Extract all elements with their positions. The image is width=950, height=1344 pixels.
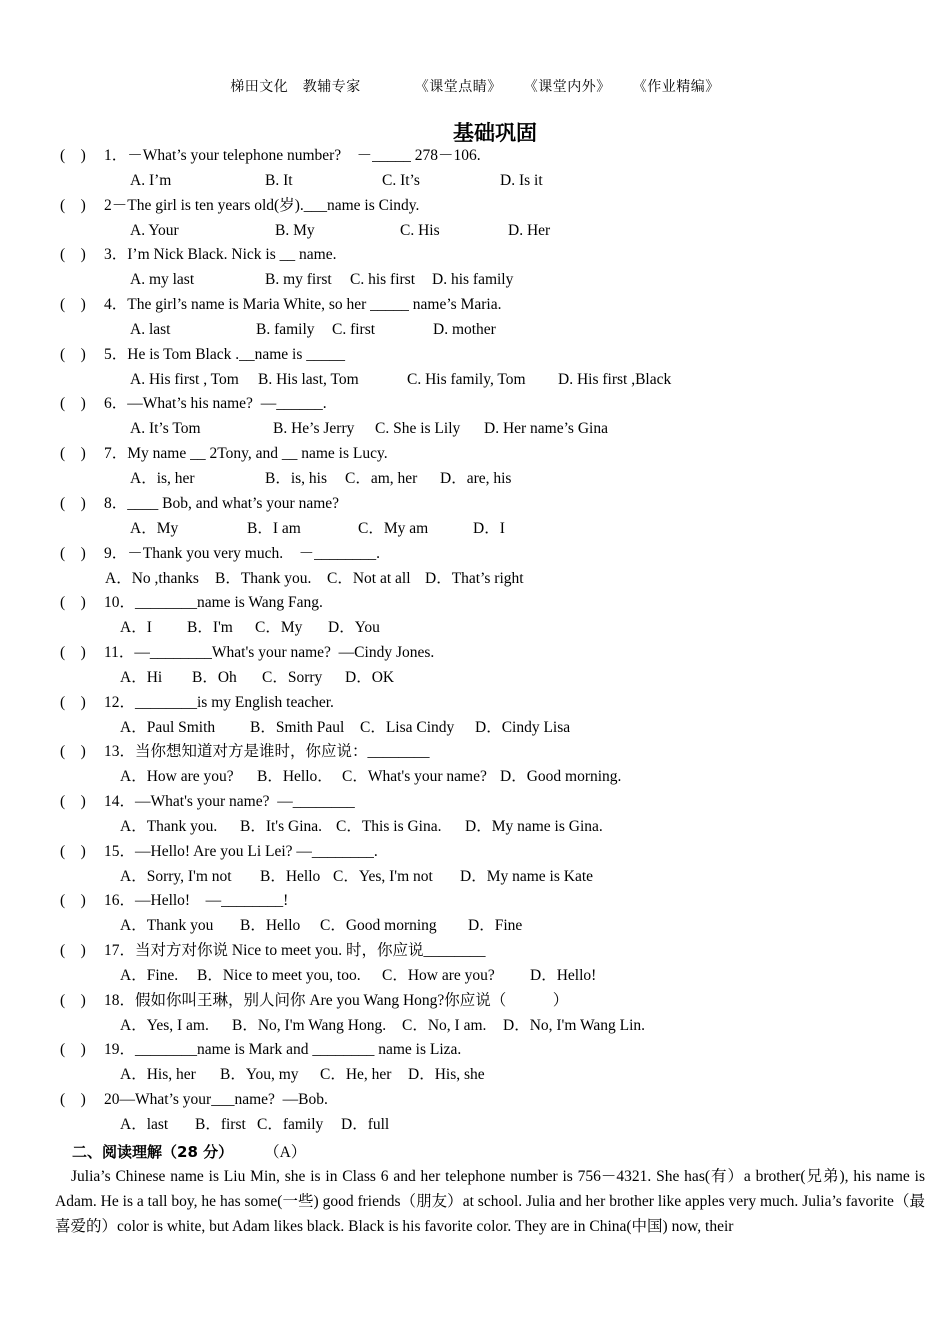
question-text: 2－The girl is ten years old(岁).___name is Cindy. [104, 196, 420, 214]
option-A: A．Paul Smith [120, 718, 216, 736]
option-A: A．His, her [120, 1066, 196, 1084]
header-book-3: 《作业精编》 [632, 80, 720, 95]
question-stem [60, 1088, 328, 1112]
option-B: B．Nice to meet you, too. [197, 967, 361, 984]
question-list [60, 144, 940, 1138]
option-B: B．Oh [192, 668, 237, 686]
option-A: A．How are you? [120, 768, 234, 786]
option-A: A．Yes, I am. [120, 1016, 209, 1034]
option-C: C. She is Lily [375, 420, 461, 438]
option-C: C．He, her [320, 1066, 392, 1084]
option-A: A. It’s Tom [130, 420, 201, 438]
question-20 [60, 1088, 940, 1138]
question-16 [60, 889, 940, 939]
question-9 [60, 542, 940, 592]
question-stem [60, 492, 339, 516]
option-B: B．I am [247, 519, 301, 537]
option-C: C. his first [350, 271, 416, 289]
section-part: （A） [264, 1144, 307, 1161]
question-17 [60, 939, 940, 989]
answer-blank: ( ) [60, 643, 86, 661]
section-title: 二、阅读理解（28 分） [72, 1143, 234, 1161]
option-D: D．Good morning. [500, 768, 622, 786]
option-D: D. Is it [500, 172, 543, 189]
option-B: B．No, I'm Wang Hong. [232, 1016, 387, 1034]
question-text: 12．________is my English teacher. [104, 693, 334, 711]
question-15 [60, 840, 940, 890]
question-text: 3．I’m Nick Black. Nick is __ name. [104, 246, 337, 264]
option-C: C. His family, Tom [407, 370, 526, 388]
question-text: 7．My name __ 2Tony, and __ name is Lucy. [104, 445, 388, 463]
option-B: B．is, his [265, 470, 328, 488]
option-B: B．I'm [187, 619, 233, 637]
option-C: C．Sorry [262, 668, 323, 686]
option-A: A. I’m [130, 172, 172, 189]
option-C: C. first [332, 321, 376, 339]
option-B: B．Thank you. [215, 569, 312, 587]
option-D: D．His, she [408, 1066, 485, 1084]
option-A: A．Fine. [120, 967, 179, 984]
question-text: 5．He is Tom Black .__name is _____ [104, 345, 346, 363]
question-text: 8．____ Bob, and what’s your name? [104, 494, 340, 512]
option-C: C．Lisa Cindy [360, 718, 455, 736]
option-D: D．I [473, 519, 505, 537]
option-A: A．Thank you. [120, 817, 218, 835]
question-stem [60, 740, 430, 764]
question-13 [60, 740, 940, 790]
option-A: A．is, her [130, 470, 195, 488]
question-stem [60, 1038, 461, 1062]
question-8 [60, 492, 940, 542]
answer-blank: ( ) [60, 743, 86, 761]
option-C: C．What's your name? [342, 768, 487, 786]
question-12 [60, 691, 940, 741]
page-title: 基础巩固 [453, 121, 537, 145]
question-stem [60, 889, 288, 913]
answer-blank: ( ) [60, 395, 86, 413]
answer-blank: ( ) [60, 1041, 86, 1059]
question-stem [60, 442, 388, 466]
question-11 [60, 641, 940, 691]
option-C: C．No, I am. [402, 1016, 487, 1034]
option-B: B．Hello [240, 917, 301, 935]
answer-blank: ( ) [60, 792, 86, 810]
option-B: B. It [265, 172, 293, 189]
question-10 [60, 591, 940, 641]
option-D: D. His first ,Black [558, 370, 672, 388]
option-A: A．Thank you [120, 917, 214, 935]
option-C: C．This is Gina. [336, 817, 442, 835]
question-text: 13．当你想知道对方是谁时，你应说：________ [104, 743, 430, 761]
option-C: C．Not at all [327, 569, 411, 587]
option-D: D．Hello! [530, 967, 597, 984]
option-A: A．I [120, 619, 152, 637]
header-book-1: 《课堂点睛》 [414, 80, 502, 95]
question-stem [60, 144, 481, 168]
question-stem [60, 790, 355, 814]
answer-blank: ( ) [60, 345, 86, 363]
option-B: B．Smith Paul [250, 718, 345, 736]
option-D: D．My name is Gina. [465, 817, 603, 835]
question-1 [60, 144, 940, 194]
question-stem [60, 840, 378, 864]
option-C: C．How are you? [382, 967, 495, 984]
option-C: C．family [257, 1116, 324, 1134]
question-stem [60, 939, 485, 963]
option-C: C．am, her [345, 470, 418, 488]
question-18 [60, 989, 940, 1039]
answer-blank: ( ) [60, 147, 86, 164]
option-D: D．Cindy Lisa [475, 718, 571, 736]
question-5 [60, 343, 940, 393]
question-stem [60, 542, 380, 566]
question-stem [60, 194, 419, 218]
answer-blank: ( ) [60, 892, 86, 910]
option-D: D. mother [433, 321, 496, 339]
question-text: 20—What’s your___name? —Bob. [104, 1091, 328, 1109]
option-D: D. his family [432, 271, 514, 289]
option-C: C．My [255, 619, 303, 637]
question-text: 19．________name is Mark and ________ name is Liza. [104, 1041, 462, 1059]
question-stem [60, 392, 327, 416]
option-B: B．You, my [220, 1066, 299, 1084]
question-text: 1．－What’s your telephone number? －_____ 278－106. [104, 147, 481, 164]
option-D: D．My name is Kate [460, 867, 594, 885]
option-D: D．That’s right [425, 569, 524, 587]
header-book-2: 《课堂内外》 [523, 80, 611, 95]
question-14 [60, 790, 940, 840]
header-company: 梯田文化 教辅专家 [230, 80, 361, 95]
answer-blank: ( ) [60, 445, 86, 463]
option-B: B. His last, Tom [258, 370, 359, 388]
option-A: A．No ,thanks [105, 569, 199, 587]
question-stem [60, 343, 345, 367]
answer-blank: ( ) [60, 494, 86, 512]
reading-passage: Julia’s Chinese name is Liu Min, she is in Class 6 and her telephone number is 756－4321. She has(有）a brother(兄弟), his name is Adam. He is a tall boy, he has some(一些) good friends（朋友）at school. Julia and her brother like apples very much. Julia’s favorite（最喜爱的）color is white, but Adam likes black. Black is his favorite color. They are in China(中国) now, their [55, 1168, 925, 1235]
option-C: C．My am [358, 519, 429, 537]
option-A: A．Hi [120, 668, 163, 686]
option-D: D．OK [345, 668, 395, 686]
question-text: 11．—________What's your name? —Cindy Jones. [104, 643, 435, 661]
question-stem [60, 641, 434, 665]
option-D: D．are, his [440, 470, 512, 488]
answer-blank: ( ) [60, 1091, 86, 1109]
option-B: B. my first [265, 271, 332, 289]
option-B: B．first [195, 1116, 246, 1134]
answer-blank: ( ) [60, 991, 86, 1009]
question-4 [60, 293, 940, 343]
option-D: D. Her [508, 221, 551, 239]
option-B: B．Hello． [257, 768, 333, 786]
answer-blank: ( ) [60, 594, 86, 612]
answer-blank: ( ) [60, 942, 86, 959]
question-stem [60, 243, 336, 267]
option-D: D．No, I'm Wang Lin. [503, 1016, 646, 1034]
answer-blank: ( ) [60, 296, 86, 314]
question-text: 4．The girl’s name is Maria White, so her _____ name’s Maria. [104, 296, 502, 314]
option-C: C. It’s [382, 172, 420, 189]
question-7 [60, 442, 940, 492]
answer-blank: ( ) [60, 544, 86, 562]
question-2 [60, 194, 940, 244]
page-header [0, 76, 950, 96]
option-D: D. Her name’s Gina [484, 420, 608, 438]
option-C: C．Yes, I'm not [333, 867, 433, 885]
answer-blank: ( ) [60, 693, 86, 711]
option-D: D．full [341, 1116, 390, 1134]
option-D: D．Fine [468, 917, 523, 935]
question-text: 15．—Hello! Are you Li Lei? —________. [104, 842, 378, 860]
option-B: B. family [256, 321, 315, 339]
option-D: D．You [328, 619, 380, 637]
question-text: 18．假如你叫王琳，别人问你 Are you Wang Hong?你应说（ ） [104, 991, 569, 1009]
option-A: A．My [130, 519, 179, 537]
question-3 [60, 243, 940, 293]
question-text: 6．—What’s his name? —______. [104, 395, 327, 413]
answer-blank: ( ) [60, 196, 86, 214]
section-heading [72, 1140, 306, 1162]
option-A: A. my last [130, 271, 195, 289]
question-stem [60, 691, 334, 715]
option-B: B．It's Gina. [240, 817, 323, 835]
option-A: A．Sorry, I'm not [120, 867, 232, 885]
question-19 [60, 1038, 940, 1088]
question-stem [60, 989, 568, 1013]
option-B: B. He’s Jerry [273, 420, 355, 438]
option-B: B. My [275, 221, 315, 239]
question-text: 16．—Hello! —________! [104, 892, 289, 910]
option-B: B．Hello [260, 867, 321, 885]
question-stem [60, 293, 501, 317]
answer-blank: ( ) [60, 842, 86, 860]
question-text: 9．－Thank you very much. －________. [104, 544, 380, 562]
question-text: 14．—What's your name? —________ [104, 792, 355, 810]
question-text: 10．________name is Wang Fang. [104, 594, 323, 612]
question-text: 17．当对方对你说 Nice to meet you. 时，你应说________ [104, 942, 486, 959]
option-A: A．last [120, 1116, 169, 1134]
option-A: A. Your [130, 221, 179, 239]
option-C: C. His [400, 221, 440, 239]
question-6 [60, 392, 940, 442]
answer-blank: ( ) [60, 246, 86, 264]
option-A: A. last [130, 321, 171, 339]
question-stem [60, 591, 323, 615]
option-A: A. His first , Tom [130, 370, 239, 388]
option-C: C．Good morning [320, 917, 437, 935]
